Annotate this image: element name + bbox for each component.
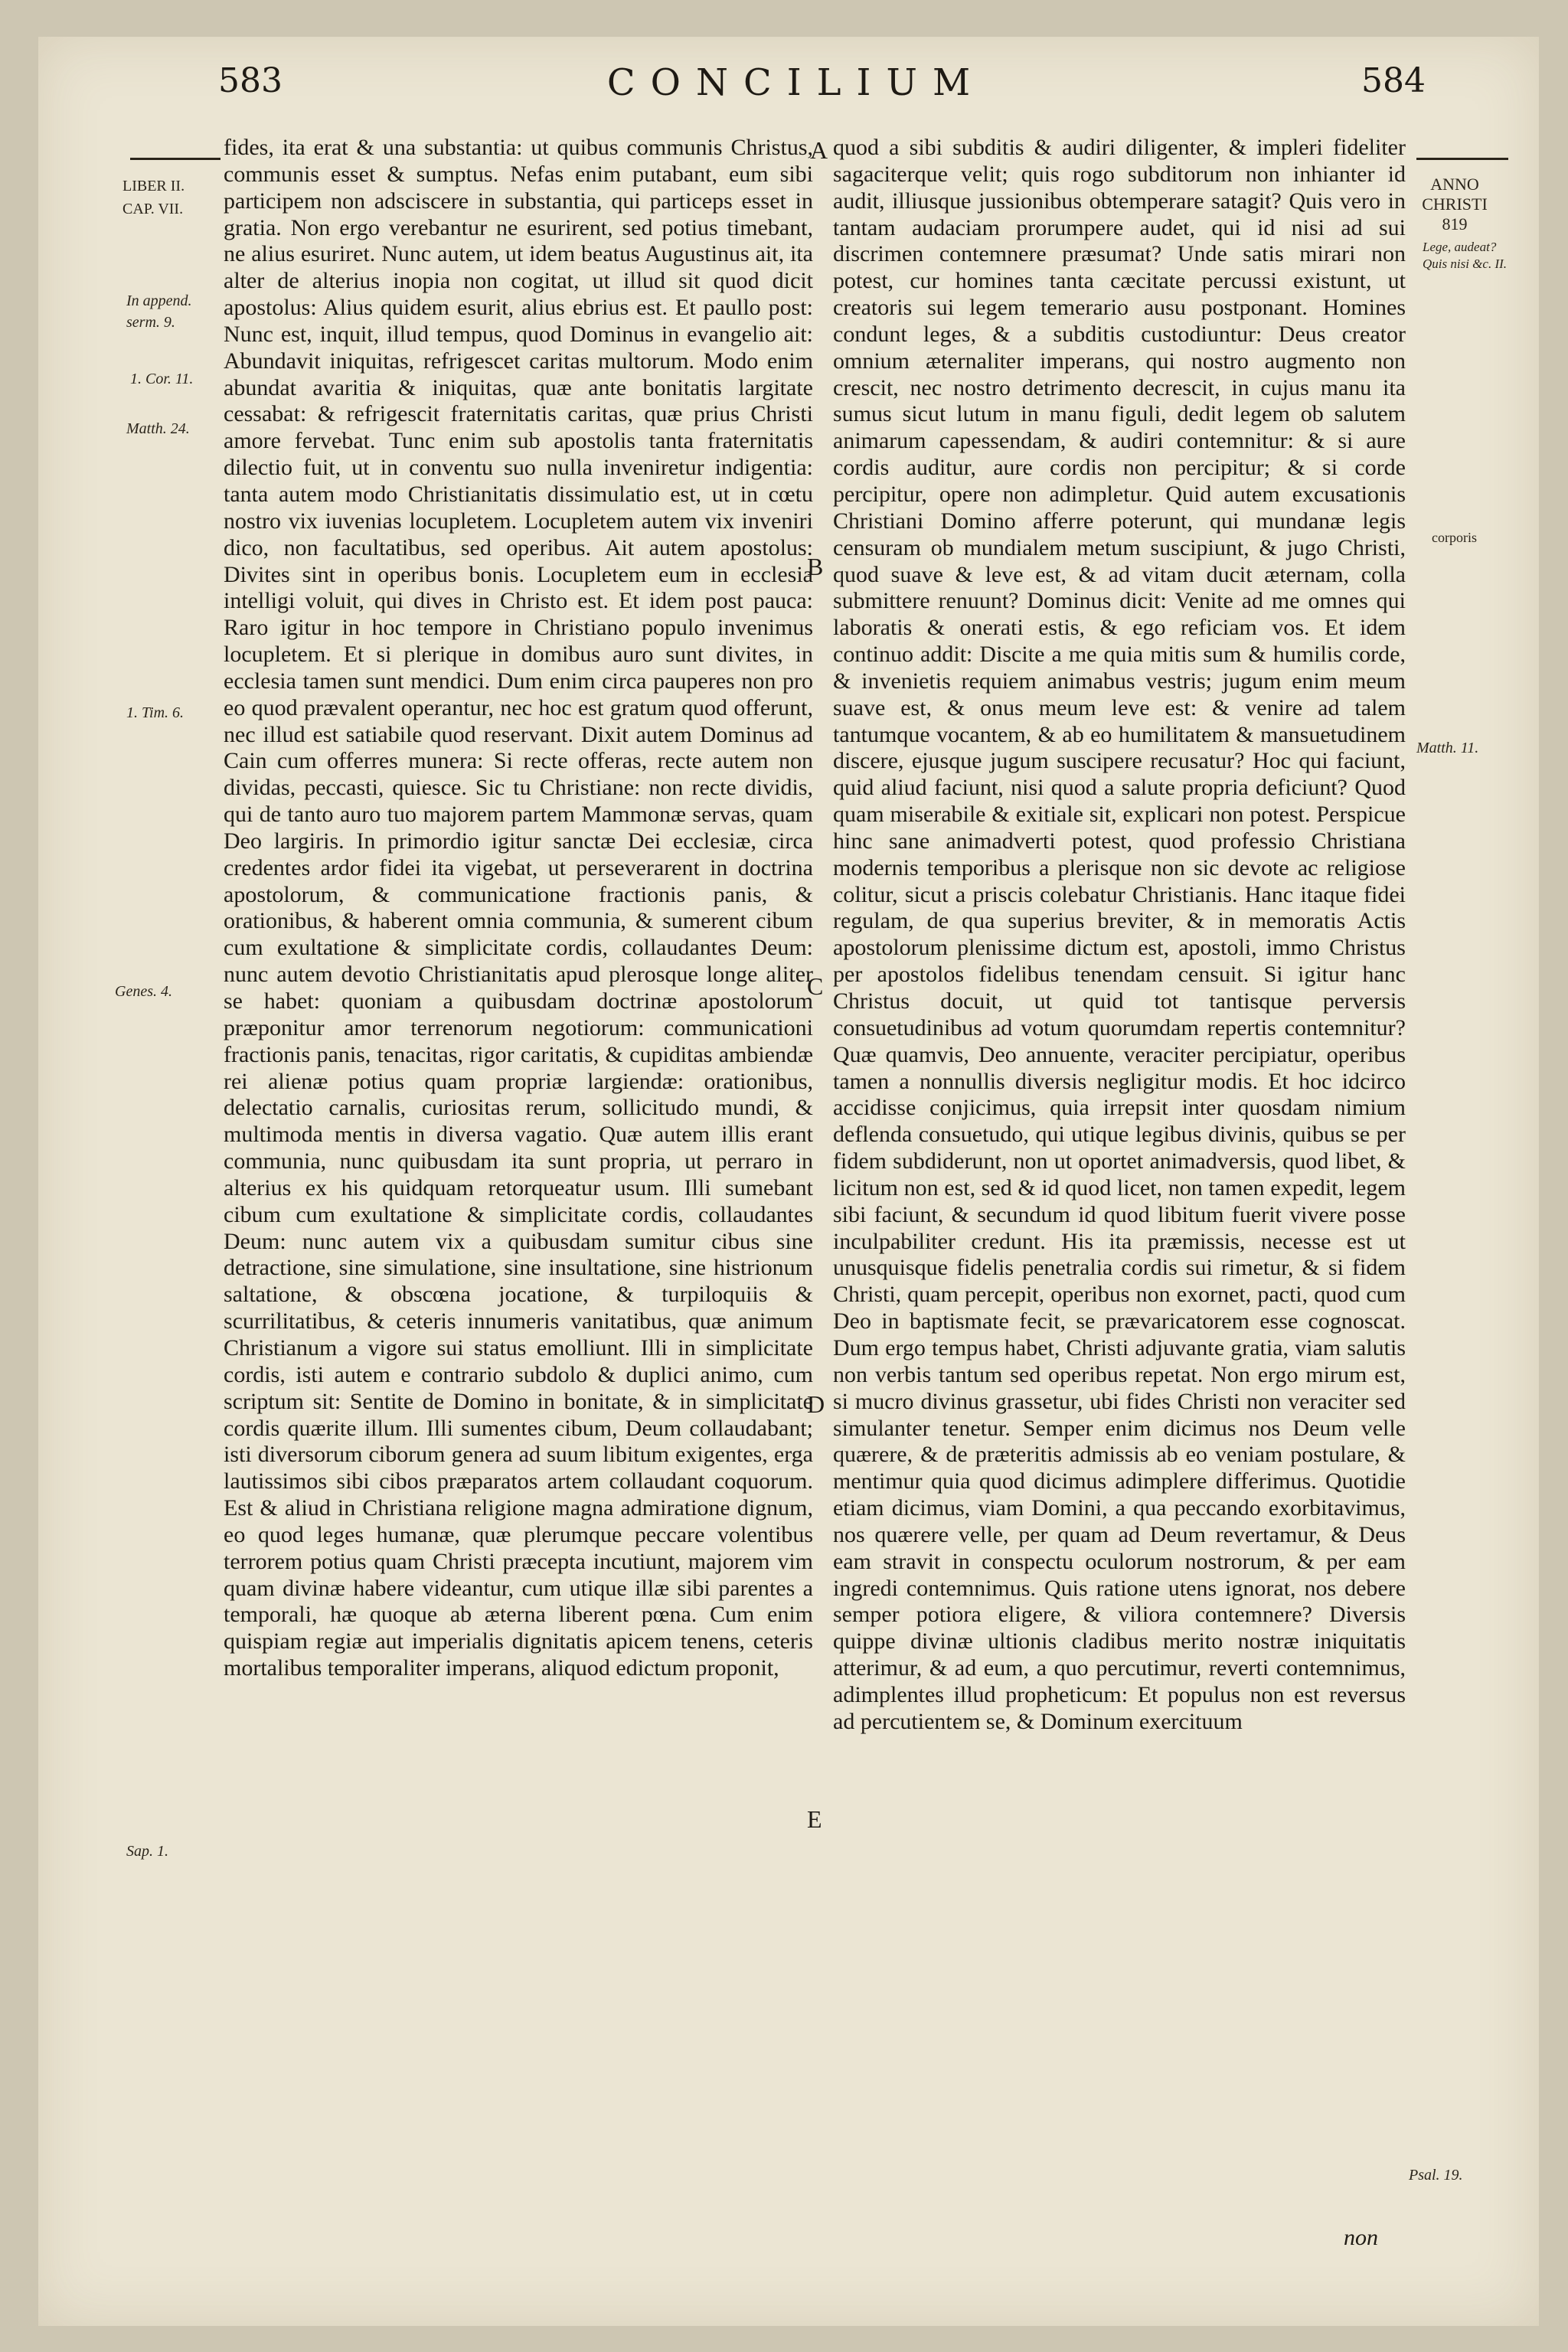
- margin-note-tim: 1. Tim. 6.: [126, 704, 185, 721]
- margin-note-serm: serm. 9.: [126, 314, 175, 331]
- left-column-text: fides, ita erat & una substantia: ut quibus communis Christus, communis esset & sumptus. Nefas enim putabant, eum sibi participem non adsciscere in substantia, qui particeps esset in gratia. Non ergo verebantur ne esurirent, sed potius timebant, ne alius esuriret. Nunc autem, ut idem beatus Augustinus ait, ita alter de alterius inopia non cogitat, ut illud sit quod dicit apostolus: Alius quidem esurit, alius ebrius est. Et paullo post: Nunc est, inquit, illud tempus, quod Dominus in evangelio ait: Abundavit iniquitas, refrigescet caritas multorum. Modo enim abundat avaritia & iniquitas, quæ ante bonitatis largitate cessabat: & refrigescit fraternitatis caritas, quæ prius Christi amore fervebat. Tunc enim sub apostolis tanta fraternitatis dilectio fuit, ut in conventu suo nulla inveniretur indigentia: tanta autem modo Christianitatis dissimulatio est, ut in cœtu nostro vix iuvenias locupletem. Locupletem autem vix inveniri dico, non facultatibus, sed operibus. Ait autem apostolus: Divites sint in operibus bonis. Locupletem eum in ecclesia intelligi voluit, qui dives in Christo est. Et idem post pauca: Raro igitur in hoc tempore in Christiano populo invenimus locupletem. Et si plerique in domibus auro sunt divites, in ecclesia tamen sunt mendici. Dum enim circa pauperes non pro eo quod prævalent operantur, nec hoc est gratum quod offerunt, nec illud est satiabile quod reservant. Dixit autem Dominus ad Cain cum offerres munera: Si recte offeras, recte autem non dividas, peccasti, quiesce. Sic tu Christiane: non recte dividis, qui de tanto auro tuo majorem partem Mammonæ servas, quam Deo largiris. In primordio igitur sanctæ Dei ecclesiæ, circa credentes ardor fidei ita vigebat, ut perseverarent in doctrina apostolorum, & communicatione fractionis panis, & orationibus, & haberent omnia communia, & sumerent cibum cum exultatione & simplicitate cordis, collaudantes Deum: nunc autem devotio Christianitatis apud plerosque longe aliter se habet: quoniam a quibusdam doctrinæ apostolorum præponitur amor terrenorum negotiorum: communicationi fractionis panis, tenacitas, rigor caritatis, & cupiditas ambiendæ rei alienæ potius quam propriæ largiendæ: orationibus, delectatio carnalis, curiositas rerum, sollicitudo mundi, & multimoda mentis in diversa vagatio. Quæ autem illis erant communia, nunc quibusdam ita sunt propria, ut perraro in alterius ex his quidquam retorqueatur usum. Illi sumebant cibum cum exultatione & simplicitate cordis, collaudantes Deum: nunc autem vix a quibusdam sumitur cibus sine detractione, sine simulatione, sine insultatione, sine histrionum saltatione, & obscœna jocatione, & turpiloquiis & scurrilitatibus, & ceteris innumeris vanitatibus, quæ animum Christianum a vigore sui status emolliunt. Illi in simplicitate cordis, isti autem e contrario subdolo & duplici animo, cum scriptum sit: Sentite de Domino in bonitate, & in simplicitate cordis quærite illum. Illi sumentes cibum, Deum collaudabant; isti diversorum ciborum genera ad suum libitum exigentes, erga lautissimos sibi cibos præparatos artem collaudant coquorum. Est & aliud in Christiana religione magna admiratione dignum, eo quod leges humanæ, quæ plerumque peccare volentibus terrorem potius quam Christi præcepta incutiunt, majorem vim quam divinæ habere videantur, cum utique illæ sibi parentes a temporali, hæ quoque ab æterna liberent pœna. Cum enim quispiam regiæ aut imperialis dignitatis apicem tenens, ceteris mortalibus temporaliter imperans, aliquod edictum proponit,: [224, 135, 813, 1681]
- header-rule-right: [1416, 158, 1508, 160]
- margin-note-genes: Genes. 4.: [115, 983, 172, 1000]
- anno-christi-label: CHRISTI: [1422, 194, 1488, 214]
- margin-note-matth-right: Matth. 11.: [1416, 740, 1479, 756]
- margin-note-cap: CAP. VII.: [122, 201, 184, 217]
- header-rule-left: [130, 158, 220, 160]
- section-marker-a: A: [810, 136, 828, 164]
- section-marker-d: D: [807, 1390, 825, 1418]
- margin-note-append: In append.: [126, 292, 192, 309]
- anno-label: ANNO: [1430, 175, 1479, 194]
- margin-note-cor: 1. Cor. 11.: [130, 371, 194, 387]
- section-marker-e: E: [807, 1805, 822, 1833]
- right-column: [833, 135, 1406, 2248]
- margin-note-matth: Matth. 24.: [126, 420, 190, 437]
- margin-note-liber: LIBER II.: [122, 178, 185, 194]
- right-column-text: quod a sibi subditis & audiri diligenter, & impleri fideliter sagaciterque velit; quis rogo subditorum non inhianter id audit, illiusque jussionibus obtemperare satagit? Quis vero in tantam audaciam prorumpere audet, qui id nisi ad sui discrimen contemnere præsumat? Unde satis mirari non potest, cur homines tanta cæcitate percussi existunt, ut creatoris sui legem temerario ausu postponant. Homines condunt leges, & a subditis custodiuntur: Deus creator omnium æternaliter imperans, qui nostro augmento non crescit, nec nostro detrimento decrescit, in cujus manu ita sumus sicut lutum in manu figuli, dedit legem ob salutem animarum capessendam, & audiri contemnitur: & si aure cordis auditur, aure cordis non percipitur; & si corde percipitur, opere non adimpletur. Quid autem excusationis Christiani Domino afferre poterunt, qui mundanæ legis censuram ob mundialem metum suscipiunt, & jugo Christi, quod suave & leve est, & ad vitam ducit æternam, colla submittere renuunt? Dominus dicit: Venite ad me omnes qui laboratis & onerati estis, & ego reficiam vos. Et idem continuo addit: Discite a me quia mitis sum & humilis corde, & invenietis requiem animabus vestris; jugum enim meum suave est, & onus meum leve est: & venire ad talem tantumque vocantem, & ab eo humilitatem & mansuetudinem discere, ejusque jugum suscipere recusatur? Hoc qui faciunt, quid aliud faciunt, nisi quod a salute propria deficiunt? Quod quam miserabile & exitiale sit, explicari non potest. Perspicue hinc sane animadverti potest, quod professio Christiana modernis temporibus a plerisque non sic devote ac religiose colitur, sicut a priscis colebatur Christianis. Hanc itaque fidei regulam, de qua superius breviter, & in memoratis Actis apostolorum plenissime dictum est, apostoli, immo Christus per apostolos fidelibus tenendam censuit. Si igitur hanc Christus docuit, ut quid tot tantisque perversis consuetudinibus ad votum quorumdam repertis contemnitur? Quæ quamvis, Deo annuente, veraciter percipiatur, operibus tamen a nonnullis diversis negligitur modis. Et hoc idcirco accidisse conjicimus, quia irrepsit inter quosdam nimium deflenda consuetudo, qui utique legibus divinis, quibus se per fidem subdiderunt, non ut oportet animadversis, quod libet, & licitum non est, sed & id quod licet, non tamen expedit, legem sibi faciunt, & secundum id quod libitum fuerit vivere posse inculpabiliter credunt. His ita præmissis, necesse est ut unusquisque fidelis penetralia cordis sui rimetur, & si fidem Christi, quam percepit, operibus non exornet, pacti, quod cum Deo in baptismate fecit, se prævaricatorem esse cognoscat. Dum ergo tempus habet, Christi adjuvante gratia, viam salutis non verbis tantum sed operibus repetat. Non ergo mirum est, si mucro divinus grassetur, ubi fides Christi non veraciter sed simulanter tenetur. Semper enim dicimus nos Deum velle quærere, & de præteritis admissis ab eo veniam postulare, & mentimur quia quod dicimus adimplere differimus. Quotidie etiam dicimus, viam Domini, a qua peccando exorbitavimus, nos quærere velle, per quam ad Deum revertamur, & Deus eam stravit in conspectu oculorum nostrorum, & per eam ingredi contemnimus. Quis ratione utens ignorat, nos debere semper potiora eligere, & viliora contemnere? Diversis quippe divinæ ultionis cladibus merito nostræ iniquitatis atterimur, & ad eum, a quo percutimur, reverti contemnimus, adimplentes illud propheticum: Et populus non est reversus ad percutientem se, & Dominum exercituum: [833, 135, 1406, 1734]
- page-number-left: 583: [218, 61, 283, 100]
- margin-note-lege: Lege, audeat? Quis nisi &c. II.: [1423, 240, 1508, 271]
- left-column: [224, 135, 813, 2248]
- catchword: non: [1344, 2225, 1378, 2250]
- running-title: CONCILIUM: [606, 61, 986, 104]
- section-marker-b: B: [807, 553, 824, 580]
- anno-year: 819: [1442, 214, 1468, 234]
- margin-note-sap: Sap. 1.: [126, 1843, 168, 1860]
- page-number-right: 584: [1361, 61, 1426, 100]
- section-marker-c: C: [807, 972, 824, 1000]
- anno-christi-box: [1409, 175, 1501, 234]
- margin-note-psal: Psal. 19.: [1409, 2167, 1463, 2184]
- margin-note-corporis: corporis: [1432, 530, 1477, 545]
